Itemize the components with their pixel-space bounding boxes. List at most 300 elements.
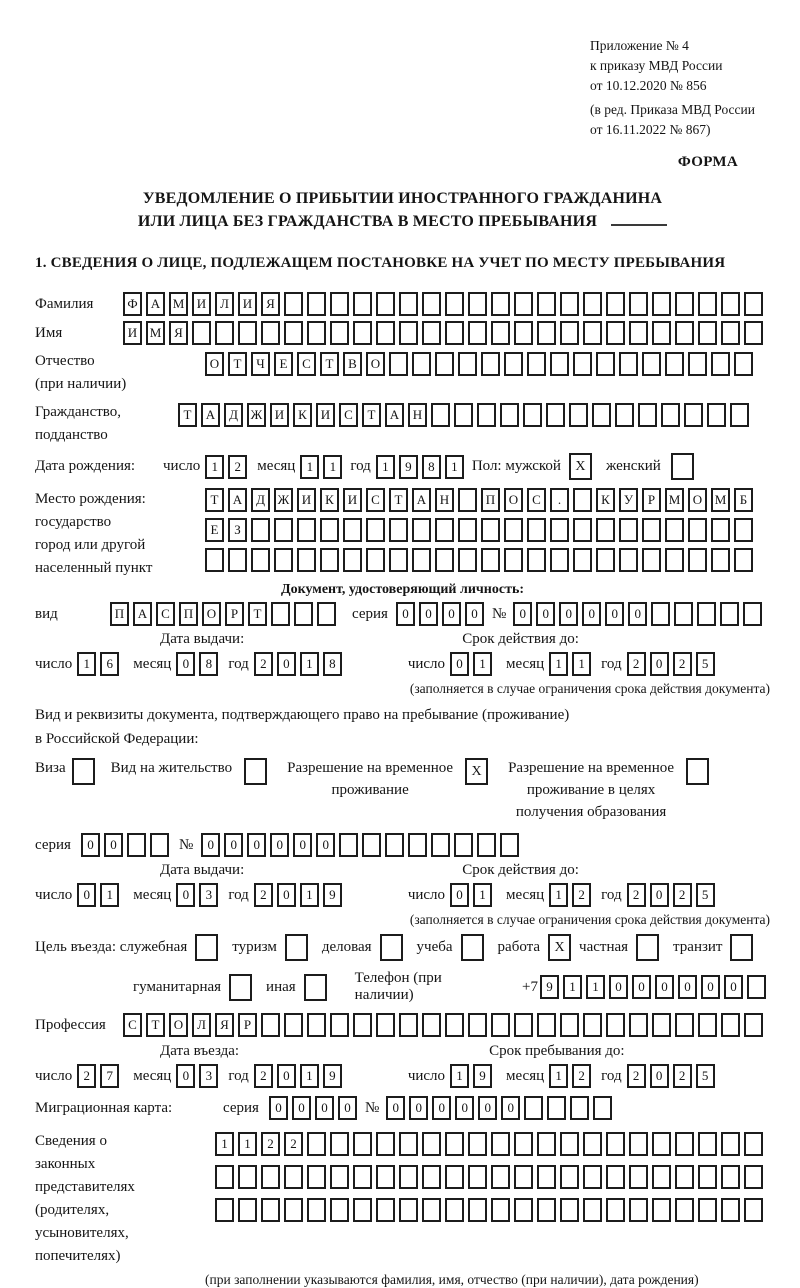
entry-month-input[interactable]: [176, 1064, 222, 1088]
char-box[interactable]: П: [179, 602, 198, 626]
char-box[interactable]: [362, 833, 381, 857]
char-box[interactable]: [385, 833, 404, 857]
char-box[interactable]: Ж: [274, 488, 293, 512]
char-box[interactable]: 1: [238, 1132, 257, 1156]
char-box[interactable]: [661, 403, 680, 427]
char-box[interactable]: 0: [442, 602, 461, 626]
char-box[interactable]: 5: [696, 883, 715, 907]
char-box[interactable]: [606, 292, 625, 316]
char-box[interactable]: 0: [277, 652, 296, 676]
residence-issue-month-input[interactable]: [176, 883, 222, 907]
char-box[interactable]: [560, 1198, 579, 1222]
char-box[interactable]: [744, 292, 763, 316]
char-box[interactable]: 0: [277, 883, 296, 907]
char-box[interactable]: 0: [628, 602, 647, 626]
char-box[interactable]: [743, 602, 762, 626]
patronymic-input[interactable]: [205, 352, 757, 376]
char-box[interactable]: [537, 1013, 556, 1037]
char-box[interactable]: Ф: [123, 292, 142, 316]
char-box[interactable]: [593, 1096, 612, 1120]
char-box[interactable]: [569, 403, 588, 427]
char-box[interactable]: 2: [673, 1064, 692, 1088]
char-box[interactable]: [408, 833, 427, 857]
char-box[interactable]: [606, 1198, 625, 1222]
char-box[interactable]: [675, 1132, 694, 1156]
migration-number-input[interactable]: [386, 1096, 616, 1120]
char-box[interactable]: [284, 1198, 303, 1222]
char-box[interactable]: [684, 403, 703, 427]
char-box[interactable]: 9: [323, 1064, 342, 1088]
char-box[interactable]: [721, 1132, 740, 1156]
char-box[interactable]: [527, 352, 546, 376]
char-box[interactable]: Р: [642, 488, 661, 512]
char-box[interactable]: [445, 1132, 464, 1156]
char-box[interactable]: [307, 1132, 326, 1156]
char-box[interactable]: [353, 1013, 372, 1037]
char-box[interactable]: 0: [478, 1096, 497, 1120]
char-box[interactable]: 1: [586, 975, 605, 999]
char-box[interactable]: [284, 1165, 303, 1189]
char-box[interactable]: [445, 321, 464, 345]
name-input[interactable]: [123, 321, 767, 345]
char-box[interactable]: [215, 321, 234, 345]
char-box[interactable]: [477, 403, 496, 427]
char-box[interactable]: [573, 548, 592, 572]
char-box[interactable]: [698, 321, 717, 345]
char-box[interactable]: [454, 833, 473, 857]
char-box[interactable]: [468, 1132, 487, 1156]
char-box[interactable]: 0: [609, 975, 628, 999]
char-box[interactable]: [688, 548, 707, 572]
char-box[interactable]: 2: [254, 652, 273, 676]
char-box[interactable]: О: [169, 1013, 188, 1037]
char-box[interactable]: 9: [473, 1064, 492, 1088]
purpose-official-checkbox[interactable]: [195, 934, 218, 961]
char-box[interactable]: О: [688, 488, 707, 512]
char-box[interactable]: 0: [316, 833, 335, 857]
char-box[interactable]: [583, 1013, 602, 1037]
char-box[interactable]: [284, 292, 303, 316]
char-box[interactable]: 0: [292, 1096, 311, 1120]
char-box[interactable]: Т: [362, 403, 381, 427]
doc-valid-day-input[interactable]: [450, 652, 496, 676]
char-box[interactable]: [652, 1165, 671, 1189]
char-box[interactable]: [652, 321, 671, 345]
char-box[interactable]: [583, 1165, 602, 1189]
char-box[interactable]: [330, 321, 349, 345]
char-box[interactable]: 1: [450, 1064, 469, 1088]
char-box[interactable]: [376, 1132, 395, 1156]
char-box[interactable]: 0: [176, 1064, 195, 1088]
char-box[interactable]: [698, 1198, 717, 1222]
char-box[interactable]: С: [123, 1013, 142, 1037]
char-box[interactable]: 0: [176, 652, 195, 676]
char-box[interactable]: [468, 1165, 487, 1189]
char-box[interactable]: А: [133, 602, 152, 626]
char-box[interactable]: В: [343, 352, 362, 376]
char-box[interactable]: [583, 321, 602, 345]
char-box[interactable]: [294, 602, 313, 626]
char-box[interactable]: [734, 518, 753, 542]
char-box[interactable]: 2: [261, 1132, 280, 1156]
char-box[interactable]: Ч: [251, 352, 270, 376]
char-box[interactable]: [481, 518, 500, 542]
purpose-humanitarian-checkbox[interactable]: [229, 974, 252, 1001]
char-box[interactable]: 1: [300, 455, 319, 479]
char-box[interactable]: [317, 602, 336, 626]
char-box[interactable]: С: [366, 488, 385, 512]
char-box[interactable]: [583, 1132, 602, 1156]
char-box[interactable]: 1: [323, 455, 342, 479]
char-box[interactable]: [651, 602, 670, 626]
char-box[interactable]: [307, 1198, 326, 1222]
char-box[interactable]: [458, 488, 477, 512]
char-box[interactable]: [477, 833, 496, 857]
char-box[interactable]: [468, 292, 487, 316]
char-box[interactable]: [399, 1165, 418, 1189]
char-box[interactable]: 0: [224, 833, 243, 857]
char-box[interactable]: О: [366, 352, 385, 376]
char-box[interactable]: [343, 548, 362, 572]
char-box[interactable]: 1: [376, 455, 395, 479]
char-box[interactable]: [550, 518, 569, 542]
char-box[interactable]: [274, 518, 293, 542]
char-box[interactable]: [619, 548, 638, 572]
char-box[interactable]: [435, 548, 454, 572]
char-box[interactable]: [422, 1013, 441, 1037]
char-box[interactable]: [376, 321, 395, 345]
char-box[interactable]: [606, 1013, 625, 1037]
doc-issue-year-input[interactable]: [254, 652, 346, 676]
char-box[interactable]: [458, 352, 477, 376]
char-box[interactable]: 0: [409, 1096, 428, 1120]
char-box[interactable]: 1: [215, 1132, 234, 1156]
char-box[interactable]: [458, 518, 477, 542]
char-box[interactable]: 0: [277, 1064, 296, 1088]
char-box[interactable]: [629, 1013, 648, 1037]
char-box[interactable]: [675, 1165, 694, 1189]
char-box[interactable]: И: [238, 292, 257, 316]
char-box[interactable]: [560, 1132, 579, 1156]
char-box[interactable]: [514, 292, 533, 316]
char-box[interactable]: [629, 321, 648, 345]
char-box[interactable]: [629, 292, 648, 316]
entry-year-input[interactable]: [254, 1064, 346, 1088]
char-box[interactable]: Ж: [247, 403, 266, 427]
char-box[interactable]: [642, 518, 661, 542]
char-box[interactable]: [550, 548, 569, 572]
char-box[interactable]: Т: [389, 488, 408, 512]
char-box[interactable]: [573, 352, 592, 376]
char-box[interactable]: И: [192, 292, 211, 316]
char-box[interactable]: 2: [627, 652, 646, 676]
purpose-business-checkbox[interactable]: [380, 934, 403, 961]
char-box[interactable]: [353, 1198, 372, 1222]
char-box[interactable]: [615, 403, 634, 427]
char-box[interactable]: 8: [199, 652, 218, 676]
char-box[interactable]: [638, 403, 657, 427]
char-box[interactable]: [431, 403, 450, 427]
char-box[interactable]: П: [481, 488, 500, 512]
char-box[interactable]: [399, 321, 418, 345]
char-box[interactable]: 2: [254, 1064, 273, 1088]
char-box[interactable]: [330, 292, 349, 316]
char-box[interactable]: 0: [269, 1096, 288, 1120]
char-box[interactable]: [491, 1198, 510, 1222]
char-box[interactable]: М: [146, 321, 165, 345]
doc-valid-month-input[interactable]: [549, 652, 595, 676]
char-box[interactable]: [734, 548, 753, 572]
char-box[interactable]: [550, 352, 569, 376]
char-box[interactable]: [734, 352, 753, 376]
birthdate-day-input[interactable]: [205, 455, 251, 479]
residence-series-input[interactable]: [81, 833, 173, 857]
char-box[interactable]: [435, 352, 454, 376]
stay-year-input[interactable]: [627, 1064, 719, 1088]
char-box[interactable]: [514, 1165, 533, 1189]
char-box[interactable]: 1: [77, 652, 96, 676]
char-box[interactable]: [330, 1165, 349, 1189]
char-box[interactable]: [205, 548, 224, 572]
char-box[interactable]: [261, 321, 280, 345]
birthdate-month-input[interactable]: [300, 455, 346, 479]
char-box[interactable]: [721, 1165, 740, 1189]
char-box[interactable]: [629, 1132, 648, 1156]
char-box[interactable]: Я: [261, 292, 280, 316]
char-box[interactable]: [721, 1198, 740, 1222]
char-box[interactable]: [675, 1198, 694, 1222]
char-box[interactable]: [412, 518, 431, 542]
char-box[interactable]: [537, 1165, 556, 1189]
char-box[interactable]: 0: [201, 833, 220, 857]
char-box[interactable]: [238, 321, 257, 345]
char-box[interactable]: 1: [473, 652, 492, 676]
char-box[interactable]: [629, 1165, 648, 1189]
char-box[interactable]: Я: [215, 1013, 234, 1037]
char-box[interactable]: 0: [650, 652, 669, 676]
char-box[interactable]: 0: [270, 833, 289, 857]
char-box[interactable]: О: [202, 602, 221, 626]
char-box[interactable]: 2: [572, 883, 591, 907]
char-box[interactable]: 2: [627, 1064, 646, 1088]
char-box[interactable]: Д: [224, 403, 243, 427]
char-box[interactable]: [674, 602, 693, 626]
char-box[interactable]: [537, 1198, 556, 1222]
char-box[interactable]: А: [228, 488, 247, 512]
char-box[interactable]: [491, 1013, 510, 1037]
char-box[interactable]: [192, 321, 211, 345]
char-box[interactable]: [665, 518, 684, 542]
char-box[interactable]: [560, 292, 579, 316]
char-box[interactable]: [445, 292, 464, 316]
char-box[interactable]: 1: [563, 975, 582, 999]
char-box[interactable]: [711, 518, 730, 542]
char-box[interactable]: [527, 548, 546, 572]
char-box[interactable]: И: [270, 403, 289, 427]
temp-residence-education-checkbox[interactable]: [686, 758, 709, 785]
char-box[interactable]: 0: [465, 602, 484, 626]
char-box[interactable]: [389, 352, 408, 376]
purpose-private-checkbox[interactable]: [636, 934, 659, 961]
char-box[interactable]: Я: [169, 321, 188, 345]
char-box[interactable]: А: [412, 488, 431, 512]
char-box[interactable]: [560, 1165, 579, 1189]
char-box[interactable]: З: [228, 518, 247, 542]
char-box[interactable]: [215, 1165, 234, 1189]
char-box[interactable]: 0: [104, 833, 123, 857]
birthdate-year-input[interactable]: [376, 455, 468, 479]
char-box[interactable]: .: [550, 488, 569, 512]
citizenship-input[interactable]: [178, 403, 753, 427]
char-box[interactable]: Р: [238, 1013, 257, 1037]
char-box[interactable]: 0: [450, 883, 469, 907]
char-box[interactable]: [720, 602, 739, 626]
char-box[interactable]: [307, 1013, 326, 1037]
char-box[interactable]: [606, 1132, 625, 1156]
representatives-line1-input[interactable]: [215, 1132, 767, 1156]
char-box[interactable]: [215, 1198, 234, 1222]
char-box[interactable]: [491, 1132, 510, 1156]
residence-issue-year-input[interactable]: [254, 883, 346, 907]
char-box[interactable]: [583, 1198, 602, 1222]
purpose-work-checkbox[interactable]: X: [548, 934, 571, 961]
char-box[interactable]: [261, 1198, 280, 1222]
char-box[interactable]: [698, 292, 717, 316]
char-box[interactable]: [514, 1013, 533, 1037]
char-box[interactable]: [297, 548, 316, 572]
char-box[interactable]: 2: [627, 883, 646, 907]
char-box[interactable]: [481, 548, 500, 572]
char-box[interactable]: [376, 292, 395, 316]
birthplace-line3-input[interactable]: [205, 548, 757, 572]
char-box[interactable]: [491, 1165, 510, 1189]
char-box[interactable]: [711, 352, 730, 376]
sex-male-checkbox[interactable]: X: [569, 453, 592, 480]
char-box[interactable]: С: [527, 488, 546, 512]
char-box[interactable]: [366, 518, 385, 542]
char-box[interactable]: [500, 403, 519, 427]
entry-day-input[interactable]: [77, 1064, 123, 1088]
char-box[interactable]: [251, 548, 270, 572]
char-box[interactable]: [665, 352, 684, 376]
char-box[interactable]: [458, 548, 477, 572]
char-box[interactable]: [330, 1132, 349, 1156]
char-box[interactable]: 0: [678, 975, 697, 999]
char-box[interactable]: [592, 403, 611, 427]
char-box[interactable]: 1: [300, 652, 319, 676]
char-box[interactable]: [711, 548, 730, 572]
char-box[interactable]: [422, 1132, 441, 1156]
char-box[interactable]: К: [293, 403, 312, 427]
char-box[interactable]: [445, 1165, 464, 1189]
char-box[interactable]: 0: [396, 602, 415, 626]
char-box[interactable]: [583, 292, 602, 316]
char-box[interactable]: [389, 518, 408, 542]
char-box[interactable]: 0: [655, 975, 674, 999]
char-box[interactable]: [504, 548, 523, 572]
char-box[interactable]: 0: [605, 602, 624, 626]
temp-residence-checkbox[interactable]: X: [465, 758, 488, 785]
purpose-other-checkbox[interactable]: [304, 974, 327, 1001]
char-box[interactable]: [238, 1165, 257, 1189]
char-box[interactable]: [652, 1198, 671, 1222]
char-box[interactable]: И: [316, 403, 335, 427]
char-box[interactable]: [399, 1198, 418, 1222]
representatives-line2-input[interactable]: [215, 1165, 767, 1189]
char-box[interactable]: М: [169, 292, 188, 316]
char-box[interactable]: О: [504, 488, 523, 512]
char-box[interactable]: Е: [274, 352, 293, 376]
char-box[interactable]: [697, 602, 716, 626]
char-box[interactable]: 1: [445, 455, 464, 479]
char-box[interactable]: 1: [549, 883, 568, 907]
char-box[interactable]: К: [320, 488, 339, 512]
char-box[interactable]: [330, 1198, 349, 1222]
char-box[interactable]: [445, 1013, 464, 1037]
char-box[interactable]: 7: [100, 1064, 119, 1088]
char-box[interactable]: [730, 403, 749, 427]
char-box[interactable]: 5: [696, 1064, 715, 1088]
char-box[interactable]: [127, 833, 146, 857]
char-box[interactable]: [339, 833, 358, 857]
char-box[interactable]: 2: [254, 883, 273, 907]
char-box[interactable]: У: [619, 488, 638, 512]
char-box[interactable]: М: [665, 488, 684, 512]
char-box[interactable]: 1: [549, 652, 568, 676]
representatives-line3-input[interactable]: [215, 1198, 767, 1222]
char-box[interactable]: [744, 1013, 763, 1037]
char-box[interactable]: Р: [225, 602, 244, 626]
char-box[interactable]: [642, 548, 661, 572]
residence-permit-checkbox[interactable]: [244, 758, 267, 785]
char-box[interactable]: [524, 1096, 543, 1120]
char-box[interactable]: [642, 352, 661, 376]
char-box[interactable]: 1: [300, 1064, 319, 1088]
char-box[interactable]: [652, 1013, 671, 1037]
char-box[interactable]: [570, 1096, 589, 1120]
char-box[interactable]: [376, 1198, 395, 1222]
char-box[interactable]: [399, 1013, 418, 1037]
char-box[interactable]: 0: [338, 1096, 357, 1120]
char-box[interactable]: [573, 488, 592, 512]
char-box[interactable]: 1: [100, 883, 119, 907]
char-box[interactable]: [445, 1198, 464, 1222]
char-box[interactable]: [546, 403, 565, 427]
char-box[interactable]: [688, 518, 707, 542]
char-box[interactable]: О: [205, 352, 224, 376]
char-box[interactable]: [537, 292, 556, 316]
char-box[interactable]: 2: [673, 883, 692, 907]
char-box[interactable]: [399, 292, 418, 316]
profession-input[interactable]: [123, 1013, 767, 1037]
char-box[interactable]: [238, 1198, 257, 1222]
char-box[interactable]: [744, 1165, 763, 1189]
char-box[interactable]: 0: [450, 652, 469, 676]
char-box[interactable]: [320, 548, 339, 572]
char-box[interactable]: [514, 321, 533, 345]
char-box[interactable]: 2: [572, 1064, 591, 1088]
char-box[interactable]: [721, 321, 740, 345]
char-box[interactable]: [320, 518, 339, 542]
char-box[interactable]: [527, 518, 546, 542]
char-box[interactable]: С: [339, 403, 358, 427]
char-box[interactable]: 0: [419, 602, 438, 626]
birthplace-line2-input[interactable]: [205, 518, 757, 542]
char-box[interactable]: [343, 518, 362, 542]
doc-series-input[interactable]: [396, 602, 488, 626]
char-box[interactable]: 0: [293, 833, 312, 857]
char-box[interactable]: Т: [205, 488, 224, 512]
